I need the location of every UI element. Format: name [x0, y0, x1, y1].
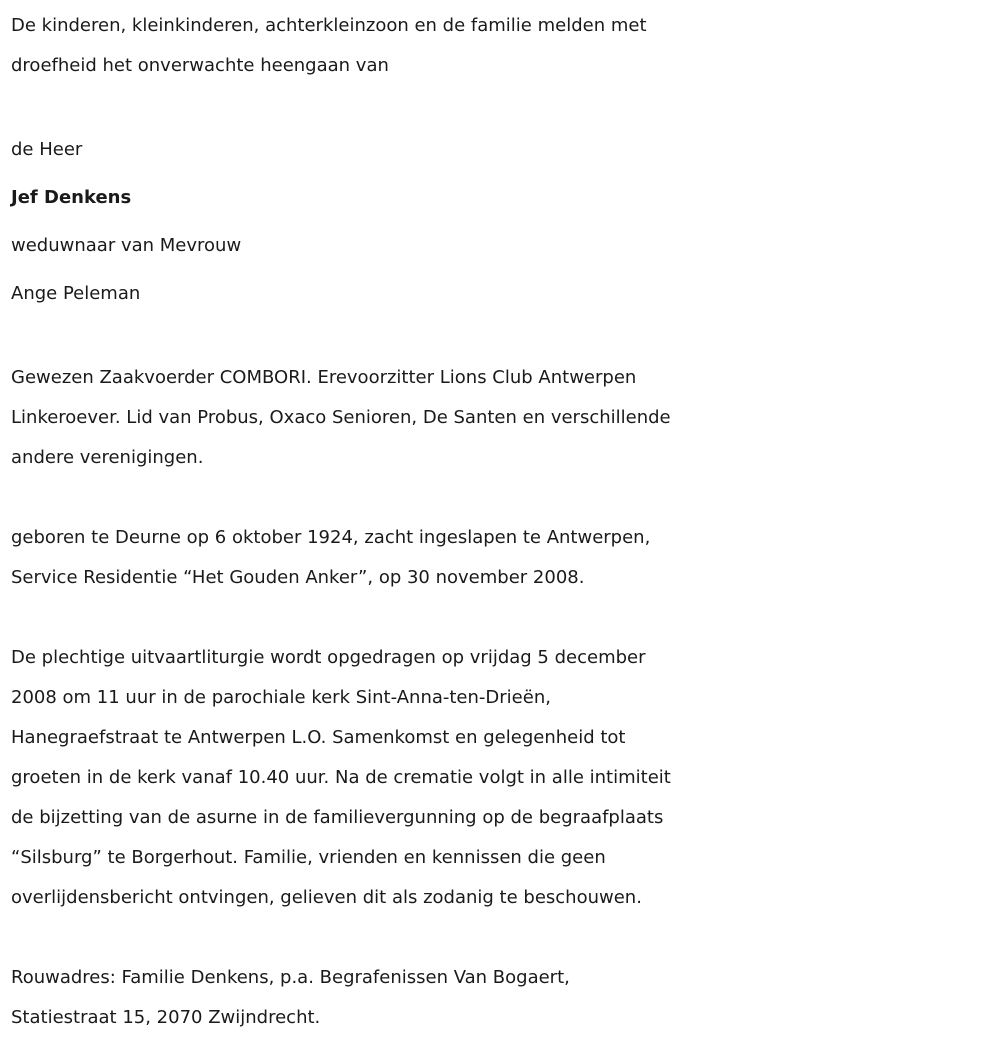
text-line: Linkeroever. Lid van Probus, Oxaco Senioren, De Santen en verschillende — [11, 407, 671, 428]
text-line: Rouwadres: Familie Denkens, p.a. Begrafenissen Van Bogaert, — [11, 967, 570, 988]
widower-of: weduwnaar van Mevrouw — [11, 235, 242, 256]
text-line: geboren te Deurne op 6 oktober 1924, zacht ingeslapen te Antwerpen, — [11, 527, 651, 548]
honorific: de Heer — [11, 139, 83, 160]
deceased-name: Jef Denkens — [11, 187, 132, 208]
text-line: groeten in de kerk vanaf 10.40 uur. Na de crematie volgt in alle intimiteit — [11, 767, 671, 788]
text-line: Gewezen Zaakvoerder COMBORI. Erevoorzitter Lions Club Antwerpen — [11, 367, 637, 388]
bio-paragraph — [11, 358, 990, 478]
text-line: De kinderen, kleinkinderen, achterkleinzoon en de familie melden met — [11, 15, 647, 36]
text-line: Hanegraefstraat te Antwerpen L.O. Samenkomst en gelegenheid tot — [11, 727, 626, 748]
funeral-paragraph — [11, 638, 990, 918]
text-line: “Silsburg” te Borgerhout. Familie, vrienden en kennissen die geen — [11, 847, 606, 868]
text-line: andere verenigingen. — [11, 447, 204, 468]
text-line: droefheid het onverwachte heengaan van — [11, 55, 389, 76]
deceased-block — [11, 126, 990, 318]
text-line: Statiestraat 15, 2070 Zwijndrecht. — [11, 1007, 321, 1028]
dates-paragraph — [11, 518, 990, 598]
text-line: de bijzetting van de asurne in de familievergunning op de begraafplaats — [11, 807, 664, 828]
text-line: 2008 om 11 uur in de parochiale kerk Sint-Anna-ten-Drieën, — [11, 687, 551, 708]
text-line: De plechtige uitvaartliturgie wordt opgedragen op vrijdag 5 december — [11, 647, 646, 668]
text-line: overlijdensbericht ontvingen, gelieven dit als zodanig te beschouwen. — [11, 887, 642, 908]
intro-paragraph — [11, 6, 990, 86]
spouse-name: Ange Peleman — [11, 283, 141, 304]
text-line: Service Residentie “Het Gouden Anker”, op 30 november 2008. — [11, 567, 585, 588]
address-paragraph — [11, 958, 990, 1038]
